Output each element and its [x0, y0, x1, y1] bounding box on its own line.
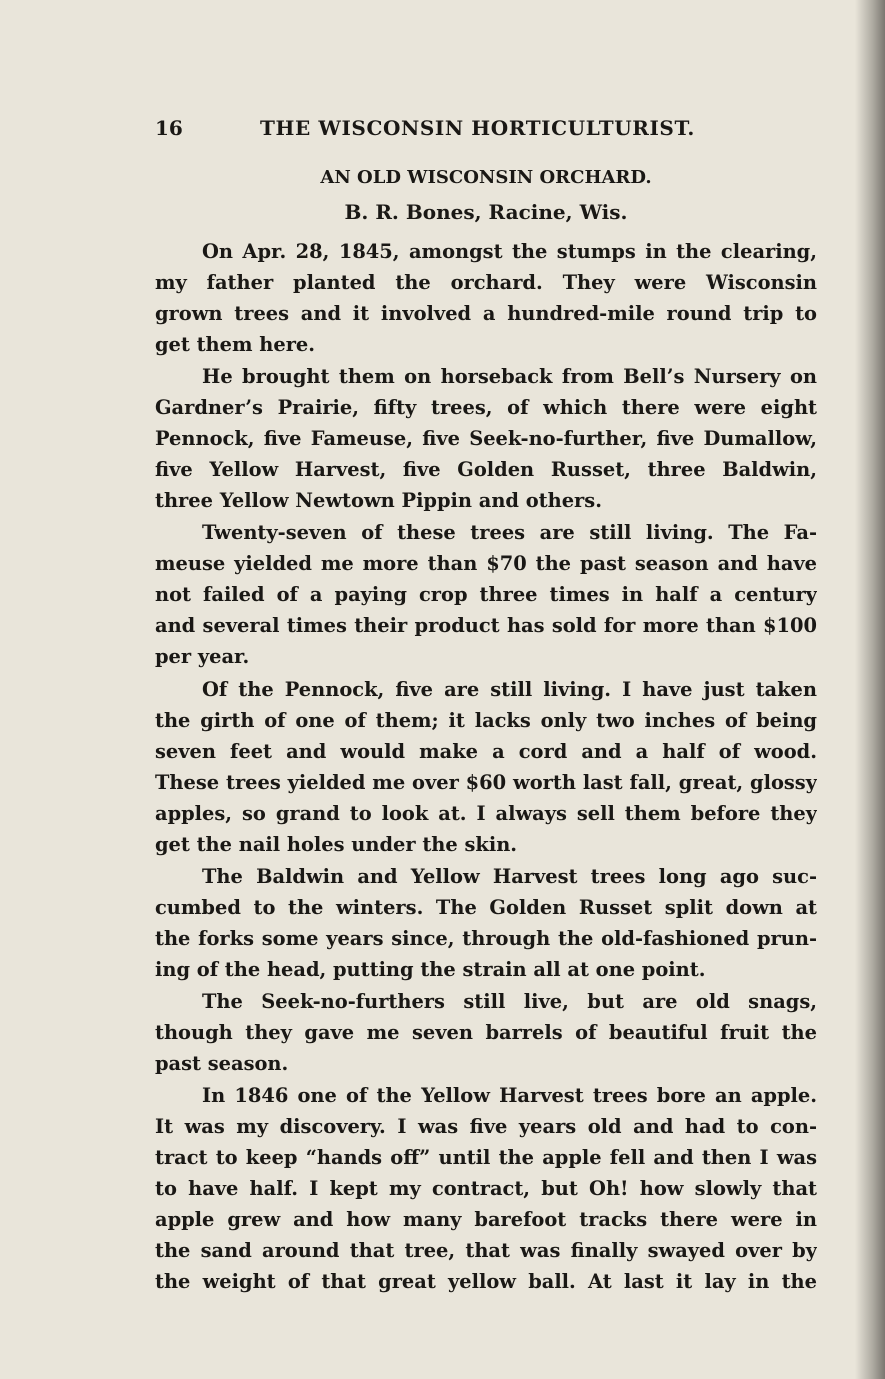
- text-line: though they gave me seven barrels of beautiful fruit the: [155, 1020, 817, 1044]
- paragraph: [155, 517, 817, 672]
- text-line: In 1846 one of the Yellow Harvest trees bore an apple.: [202, 1084, 817, 1108]
- text-line: and several times their product has sold for more than $100: [155, 614, 817, 638]
- text-line: get them here.: [155, 333, 316, 356]
- text-line: Gardner’s Prairie, fifty trees, of which there were eight: [155, 396, 817, 420]
- text-line: The Baldwin and Yellow Harvest trees long ago suc-: [202, 864, 817, 888]
- text-line: per year.: [155, 645, 250, 669]
- paragraph: [155, 236, 817, 360]
- paragraph: [155, 361, 817, 516]
- text-line: meuse yielded me more than $70 the past season and have: [155, 552, 817, 576]
- text-line: the girth of one of them; it lacks only two inches of being: [155, 708, 817, 732]
- text-line: seven feet and would make a cord and a half of wood.: [155, 739, 817, 763]
- paragraph: [155, 861, 817, 985]
- running-head: [155, 116, 817, 144]
- text-line: tract to keep “hands off” until the apple fell and then I was: [155, 1146, 817, 1170]
- text-line: apple grew and how many barefoot tracks there were in: [155, 1208, 817, 1232]
- text-line: not failed of a paying crop three times in half a century: [155, 583, 817, 607]
- text-line: It was my discovery. I was five years old and had to con-: [155, 1115, 817, 1139]
- text-line: the weight of that great yellow ball. At last it lay in the: [155, 1270, 817, 1294]
- text-line: three Yellow Newtown Pippin and others.: [155, 489, 602, 513]
- journal-title: THE WISCONSIN HORTICULTURIST.: [260, 116, 695, 140]
- text-line: get the nail holes under the skin.: [155, 832, 518, 856]
- text-line: Pennock, five Fameuse, five Seek-no-further, five Dumallow,: [155, 427, 817, 451]
- article-byline: B. R. Bones, Racine, Wis.: [344, 200, 628, 224]
- paragraph: [155, 986, 817, 1079]
- text-line: past season.: [155, 1051, 289, 1075]
- text-line: apples, so grand to look at. I always sell them before they: [155, 801, 817, 825]
- text-line: to have half. I kept my contract, but Oh! how slowly that: [155, 1177, 817, 1201]
- article-title: AN OLD WISCONSIN ORCHARD.: [320, 167, 652, 188]
- page-edge-shadow: [855, 0, 885, 1379]
- text-line: my father planted the orchard. They were Wisconsin: [155, 271, 817, 294]
- text-line: Twenty-seven of these trees are still living. The Fa-: [202, 521, 817, 545]
- text-line: ing of the head, putting the strain all at one point.: [155, 957, 706, 981]
- article-body: [155, 236, 817, 1297]
- page-number: 16: [155, 116, 183, 140]
- text-line: These trees yielded me over $60 worth last fall, great, glossy: [155, 770, 817, 794]
- text-line: grown trees and it involved a hundred-mile round trip to: [155, 302, 817, 325]
- text-line: On Apr. 28, 1845, amongst the stumps in the clearing,: [202, 240, 817, 263]
- text-line: Of the Pennock, five are still living. I have just taken: [202, 677, 817, 701]
- text-line: He brought them on horseback from Bell’s Nursery on: [202, 365, 817, 389]
- paragraph: [155, 674, 817, 860]
- paragraph: [155, 1080, 817, 1297]
- text-line: the forks some years since, through the old-fashioned prun-: [155, 926, 817, 950]
- text-line: The Seek-no-furthers still live, but are old snags,: [202, 989, 817, 1013]
- text-line: cumbed to the winters. The Golden Russet split down at: [155, 895, 817, 919]
- text-line: five Yellow Harvest, five Golden Russet, three Baldwin,: [155, 458, 817, 482]
- text-line: the sand around that tree, that was finally swayed over by: [155, 1239, 817, 1263]
